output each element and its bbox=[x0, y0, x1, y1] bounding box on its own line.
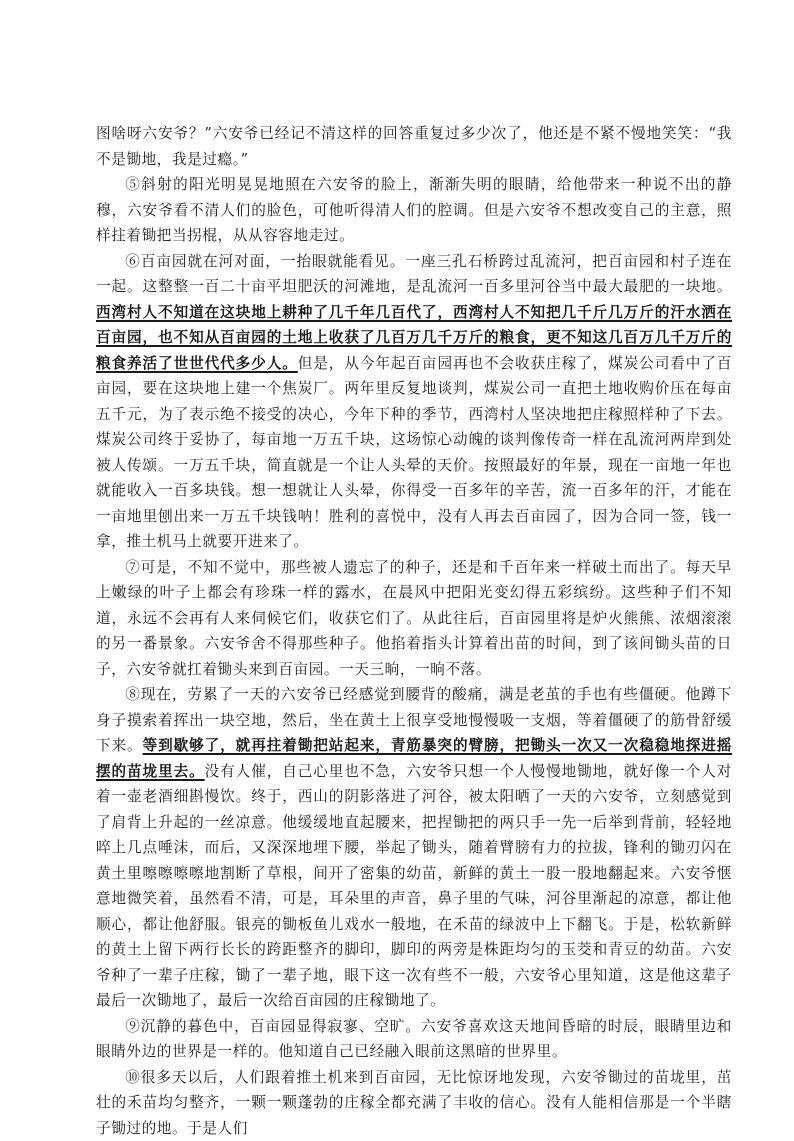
paragraph-7 bbox=[96, 555, 732, 683]
paragraph-text: 图啥呀六安爷？”六安爷已经记不清这样的回答重复过多少次了，他还是不紧不慢地笑笑：“我不是锄地，我是过瘾。” bbox=[96, 125, 732, 168]
underlined-sentence: 等到歇够了，就再拄着锄把站起来，青筋暴突的臂膀，把锄头一次又一次稳稳地探进摇摆的苗垅里去。 bbox=[96, 737, 732, 780]
underlined-sentence: 西湾村人不知道在这块地上耕种了几千年几百代了，西湾村人不知把几千斤几万斤的汗水洒在百亩园，也不知从百亩园的土地上收获了几百万几千万斤的粮食，更不知这几百万几千万斤的粮食养活了世世代代多少人。 bbox=[96, 304, 732, 372]
paragraph-6 bbox=[96, 249, 732, 555]
paragraph-text: ⑤斜射的阳光明晃晃地照在六安爷的脸上，渐渐失明的眼睛，给他带来一种说不出的静穆，六安爷看不清人们的脸色，可他听得清人们的腔调。但是六安爷不想改变自己的主意，照样拄着锄把当拐棍，从从容容地走过。 bbox=[96, 176, 732, 244]
paragraph-text: ⑨沉静的暮色中，百亩园显得寂寥、空旷。六安爷喜欢这天地间昏暗的时辰，眼睛里边和眼睛外边的世界是一样的。他知道自己已经融入眼前这黑暗的世界里。 bbox=[96, 1018, 732, 1061]
paragraph-8 bbox=[96, 682, 732, 1014]
paragraph-10 bbox=[96, 1065, 732, 1141]
paragraph-text: ⑦可是，不知不觉中，那些被人遗忘了的种子，还是和千百年来一样破土而出了。每天早上嫩绿的叶子上都会有珍珠一样的露水，在晨风中把阳光变幻得五彩缤纷。这些种子们不知道，永远不会再有人来伺候它们，收获它们了。从此往后，百亩园里将是炉火熊熊、浓烟滚滚的另一番景象。六安爷舍不得那些种子。他掐着指头计算着出苗的时间，到了该间锄头苗的日子，六安爷就扛着锄头来到百亩园。一天三晌，一晌不落。 bbox=[96, 559, 732, 678]
paragraph-5 bbox=[96, 172, 732, 249]
paragraph-text: 没有人催，自己心里也不急，六安爷只想一个人慢慢地锄地，就好像一个人对着一壶老酒细斟慢饮。终于，西山的阴影落进了河谷，被太阳晒了一天的六安爷，立刻感觉到了肩背上升起的一丝凉意。他缓缓地直起腰来，把捏锄把的两只手一先一后举到背前，轻轻地啐上几点唾沫，而后，又深深地埋下腰，举起了锄头，随着臂膀有力的拉拔，锋利的锄刃闪在黄土里嚓嚓嚓嚓地割断了草根，间开了密集的幼苗，新鲜的黄土一股一股地翻起来。六安爷惬意地微笑着，虽然看不清，可是，耳朵里的声音，鼻子里的气味，河谷里渐起的凉意，都让他顺心，都让他舒服。银亮的锄板鱼儿戏水一般地，在禾苗的绿波中上下翻飞。于是，松软新鲜的黄土上留下两行长长的跨距整齐的脚印，脚印的两旁是株距均匀的玉茭和青豆的幼苗。六安爷种了一辈子庄稼，锄了一辈子地，眼下这一次有些不一般，六安爷心里知道，这是他这辈子最后一次锄地了，最后一次给百亩园的庄稼锄地了。 bbox=[96, 763, 732, 1010]
paragraph-4-continuation bbox=[96, 121, 732, 172]
paragraph-text: ⑩很多天以后，人们跟着推土机来到百亩园，无比惊讶地发现，六安爷锄过的苗垅里，茁壮的禾苗均匀整齐，一颗一颗蓬勃的庄稼全都充满了丰收的信心。没有人能相信那是一个半瞎子锄过的地。于是人们 bbox=[96, 1069, 732, 1137]
document-page bbox=[96, 121, 732, 1141]
paragraph-text: ⑧现在，劳累了一天的六安爷已经感觉到腰背的酸痛，满是老茧的手也有些僵硬。他蹲下身子摸索着挥出一块空地，然后，坐在黄土上很享受地慢慢吸一支烟，等着僵硬了的筋骨舒缓下来。 bbox=[96, 686, 732, 754]
paragraph-text: 但是，从今年起百亩园再也不会收获庄稼了，煤炭公司看中了百亩园，要在这块地上建一个焦炭厂。两年里反复地谈判，煤炭公司一直把土地收购价压在每亩五千元，为了表示绝不接受的决心，今年下种的季节，西湾村人坚决地把庄稼照样种了下去。煤炭公司终于妥协了，每亩地一万五千块，这场惊心动魄的谈判像传奇一样在乱流河两岸到处被人传颂。一万五千块，简直就是一个让人头晕的天价。按照最好的年景，现在一亩地一年也就能收入一百多块钱。想一想就让人头晕，你得受一百多年的辛苦，流一百多年的汗，才能在一亩地里刨出来一万五千块钱呐！胜利的喜悦中，没有人再去百亩园了，因为合同一签，钱一拿，推土机马上就要开进来了。 bbox=[96, 355, 732, 551]
paragraph-text: ⑥百亩园就在河对面，一抬眼就能看见。一座三孔石桥跨过乱流河，把百亩园和村子连在一起。这整整一百二十亩平坦肥沃的河滩地，是乱流河一百多里河谷当中最大最肥的一块地。 bbox=[96, 253, 732, 296]
paragraph-9 bbox=[96, 1014, 732, 1065]
